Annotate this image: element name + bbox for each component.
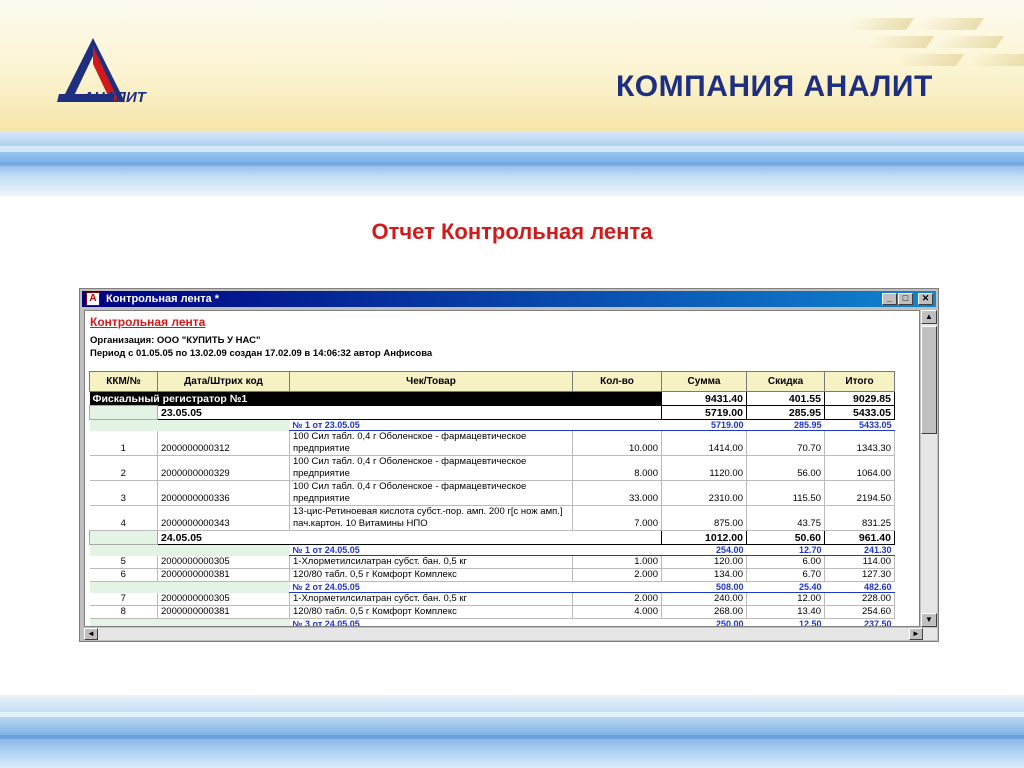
company-logo [55,36,155,108]
column-header[interactable]: Сумма [662,372,747,392]
fiscal-register-label: Фискальный регистратор №1 [90,392,662,406]
date-group-row[interactable] [90,531,895,545]
item-number: 6 [90,569,158,582]
column-header[interactable]: Кол-во [573,372,662,392]
item-number: 1 [90,431,158,456]
organization-line: Организация: ООО "КУПИТЬ У НАС" [90,335,261,346]
item-sum: 1120.00 [662,456,747,481]
cheque-discount: 12.70 [747,545,825,556]
item-product: 120/80 табл. 0,5 г Комфорт Комплекс [290,606,573,619]
scroll-right-icon[interactable]: ► [909,628,923,640]
row-marker [90,619,158,628]
item-discount: 70.70 [747,431,825,456]
window-titlebar[interactable] [82,291,936,307]
report-title: Контрольная лента [90,315,206,329]
scroll-down-icon[interactable]: ▼ [921,613,937,627]
item-product: 100 Сил табл. 0,4 г Оболенское - фармацевтическое предприятие [290,431,573,456]
item-product: 120/80 табл. 0,5 г Комфорт Комплекс [290,569,573,582]
item-discount: 6.70 [747,569,825,582]
date-label: 24.05.05 [158,531,290,545]
cheque-sum: 250.00 [662,619,747,628]
cheque-sum: 508.00 [662,582,747,593]
scroll-left-icon[interactable]: ◄ [84,628,98,640]
table-row[interactable] [90,506,895,531]
table-row[interactable] [90,456,895,481]
row-marker [158,582,290,593]
item-number: 5 [90,556,158,569]
date-spacer [290,406,662,420]
window-title: Контрольная лента * [106,293,220,305]
item-number: 3 [90,481,158,506]
item-quantity: 8.000 [573,456,662,481]
report-table [89,371,895,627]
table-row[interactable] [90,593,895,606]
column-header[interactable]: Чек/Товар [290,372,573,392]
item-total: 1064.00 [825,456,895,481]
table-header [90,372,895,392]
cheque-row[interactable] [90,420,895,431]
item-number: 7 [90,593,158,606]
row-marker [90,420,158,431]
item-barcode: 2000000000305 [158,593,290,606]
date-label: 23.05.05 [158,406,290,420]
date-discount: 285.95 [747,406,825,420]
header-decoration [600,8,1024,78]
item-sum: 1414.00 [662,431,747,456]
date-group-row[interactable] [90,406,895,420]
close-button[interactable]: ✕ [918,293,933,305]
item-barcode: 2000000000312 [158,431,290,456]
vertical-scrollbar[interactable] [921,310,937,627]
date-sum: 1012.00 [662,531,747,545]
item-sum: 268.00 [662,606,747,619]
item-barcode: 2000000000336 [158,481,290,506]
item-total: 831.25 [825,506,895,531]
cheque-discount: 25.40 [747,582,825,593]
row-marker [158,545,290,556]
item-number: 4 [90,506,158,531]
footer-band [0,695,1024,768]
item-product: 100 Сил табл. 0,4 г Оболенское - фармацевтическое предприятие [290,481,573,506]
cheque-row[interactable] [90,545,895,556]
scroll-thumb[interactable] [921,326,937,434]
item-total: 2194.50 [825,481,895,506]
fiscal-sum: 9431.40 [662,392,747,406]
cheque-label: № 1 от 23.05.05 [290,420,662,431]
item-discount: 56.00 [747,456,825,481]
cheque-total: 237.50 [825,619,895,628]
app-icon: A [86,292,100,306]
cheque-row[interactable] [90,582,895,593]
item-sum: 134.00 [662,569,747,582]
item-product: 1-Хлорметилсилатран субст. бан. 0,5 кг [290,556,573,569]
item-product: 1-Хлорметилсилатран субст. бан. 0,5 кг [290,593,573,606]
fiscal-register-row[interactable] [90,392,895,406]
period-line: Период с 01.05.05 по 13.02.09 создан 17.02.09 в 14:06:32 автор Анфисова [90,348,433,359]
table-row[interactable] [90,431,895,456]
item-quantity: 7.000 [573,506,662,531]
fiscal-total: 9029.85 [825,392,895,406]
item-barcode: 2000000000305 [158,556,290,569]
item-discount: 12.00 [747,593,825,606]
item-total: 254.60 [825,606,895,619]
company-name: КОМПАНИЯ АНАЛИТ [616,70,933,103]
cheque-sum: 5719.00 [662,420,747,431]
item-number: 2 [90,456,158,481]
item-discount: 43.75 [747,506,825,531]
item-quantity: 2.000 [573,593,662,606]
date-total: 961.40 [825,531,895,545]
cheque-total: 482.60 [825,582,895,593]
cheque-total: 5433.05 [825,420,895,431]
item-sum: 120.00 [662,556,747,569]
table-row[interactable] [90,569,895,582]
item-quantity: 33.000 [573,481,662,506]
item-product: 100 Сил табл. 0,4 г Оболенское - фармацевтическое предприятие [290,456,573,481]
date-discount: 50.60 [747,531,825,545]
report-heading: Отчет Контрольная лента [371,219,653,244]
cheque-label: № 3 от 24.05.05 [290,619,662,628]
cheque-label: № 2 от 24.05.05 [290,582,662,593]
column-header[interactable]: ККМ/№ [90,372,158,392]
item-quantity: 1.000 [573,556,662,569]
column-header[interactable]: Итого [825,372,895,392]
item-barcode: 2000000000329 [158,456,290,481]
row-marker [90,406,158,420]
date-spacer [290,531,662,545]
row-marker [90,582,158,593]
item-quantity: 10.000 [573,431,662,456]
row-marker [158,619,290,628]
item-sum: 875.00 [662,506,747,531]
column-header[interactable]: Дата/Штрих код [158,372,290,392]
report-window [79,288,939,642]
item-number: 8 [90,606,158,619]
item-quantity: 4.000 [573,606,662,619]
cheque-total: 241.30 [825,545,895,556]
cheque-discount: 12.50 [747,619,825,628]
row-marker [90,545,158,556]
item-sum: 2310.00 [662,481,747,506]
item-total: 1343.30 [825,431,895,456]
logo-text: АНАЛИТ [83,89,146,106]
item-barcode: 2000000000381 [158,606,290,619]
table-row[interactable] [90,556,895,569]
maximize-button[interactable]: □ [898,293,913,305]
horizontal-scrollbar[interactable] [84,628,937,640]
cheque-row[interactable] [90,619,895,628]
table-row[interactable] [90,481,895,506]
column-header[interactable]: Скидка [747,372,825,392]
cheque-label: № 1 от 24.05.05 [290,545,662,556]
item-total: 228.00 [825,593,895,606]
item-total: 127.30 [825,569,895,582]
row-marker [158,420,290,431]
row-marker [90,531,158,545]
cheque-sum: 254.00 [662,545,747,556]
cheque-discount: 285.95 [747,420,825,431]
item-discount: 13.40 [747,606,825,619]
item-barcode: 2000000000381 [158,569,290,582]
table-row[interactable] [90,606,895,619]
scroll-up-icon[interactable]: ▲ [921,310,937,324]
report-view [84,310,920,627]
minimize-button[interactable]: _ [882,293,897,305]
item-barcode: 2000000000343 [158,506,290,531]
date-total: 5433.05 [825,406,895,420]
date-sum: 5719.00 [662,406,747,420]
item-discount: 6.00 [747,556,825,569]
item-sum: 240.00 [662,593,747,606]
item-discount: 115.50 [747,481,825,506]
item-product: 13-цис-Ретиноевая кислота субст.-пор. амп. 200 г[с нож амп.] пач.картон. 10 Витамины НПО [290,506,573,531]
item-total: 114.00 [825,556,895,569]
fiscal-discount: 401.55 [747,392,825,406]
item-quantity: 2.000 [573,569,662,582]
